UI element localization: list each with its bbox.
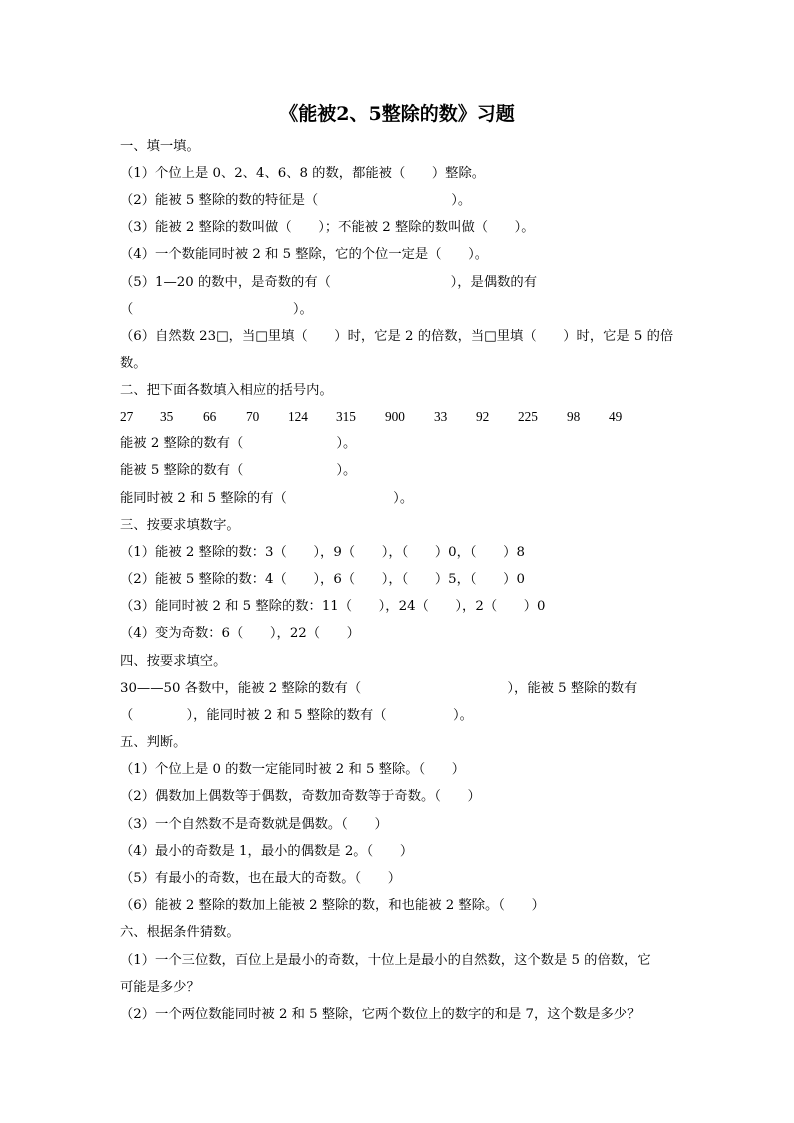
section-1-heading: 一、填一填。 [120,139,200,154]
s4-question-line-2: （ ），能同时被 2 和 5 整除的数有（ ）。 [120,708,473,723]
s5-question-4: （4）最小的奇数是 1，最小的偶数是 2。（ ） [120,844,414,859]
number-item: 92 [476,409,490,424]
s1-question-1: （1）个位上是 0、2、4、6、8 的数，都能被（ ）整除。 [120,166,486,181]
s2-divisible-by-5: 能被 5 整除的数有（ ）。 [120,463,357,478]
s1-question-5-line-2: （ ）。 [120,302,313,317]
number-item: 35 [160,409,174,424]
number-item: 33 [434,409,448,424]
s5-question-2: （2）偶数加上偶数等于偶数，奇数加奇数等于奇数。（ ） [120,789,481,804]
s3-question-4: （4）变为奇数：6（ ），22（ ） [120,626,360,641]
s5-question-5: （5）有最小的奇数，也在最大的奇数。（ ） [120,871,402,886]
section-6-heading: 六、根据条件猜数。 [120,925,240,940]
s1-question-5-line-1: （5）1—20 的数中，是奇数的有（ ），是偶数的有 [120,275,538,290]
s1-question-4: （4）一个数能同时被 2 和 5 整除，它的个位一定是（ ）。 [120,247,489,262]
s5-question-3: （3）一个自然数不是奇数就是偶数。（ ） [120,817,388,832]
s1-question-6-line-1: （6）自然数 23□，当□里填（ ）时，它是 2 的倍数，当□里填（ ）时，它是 5 的倍 [120,329,674,344]
s4-question-line-1: 30——50 各数中，能被 2 整除的数有（ ），能被 5 整除的数有 [120,681,638,696]
number-item: 124 [288,409,308,424]
number-item: 49 [609,409,623,424]
s3-question-3: （3）能同时被 2 和 5 整除的数：11（ ），24（ ），2（ ）0 [120,599,546,614]
section-5-heading: 五、判断。 [120,735,187,750]
s6-question-1-line-1: （1）一个三位数，百位上是最小的奇数，十位上是最小的自然数，这个数是 5 的倍数，它 [120,953,651,968]
s1-question-3: （3）能被 2 整除的数叫做（ ）；不能被 2 整除的数叫做（ ）。 [120,220,535,235]
number-item: 70 [246,409,260,424]
number-item: 315 [336,409,356,424]
s2-divisible-by-2-and-5: 能同时被 2 和 5 整除的有（ ）。 [120,491,414,506]
section-4-heading: 四、按要求填空。 [120,654,227,669]
number-item: 66 [203,409,217,424]
section-3-heading: 三、按要求填数字。 [120,518,240,533]
s6-question-2: （2）一个两位数能同时被 2 和 5 整除，它两个数位上的数字的和是 7，这个数是多少？ [120,1007,641,1022]
number-item: 225 [518,409,538,424]
s1-question-2: （2）能被 5 整除的数的特征是（ ）。 [120,193,472,208]
section-2-heading: 二、把下面各数填入相应的括号内。 [120,383,333,398]
number-item: 900 [385,409,405,424]
s2-divisible-by-2: 能被 2 整除的数有（ ）。 [120,436,357,451]
number-item: 27 [120,409,134,424]
s1-question-6-line-2: 数。 [120,356,147,371]
s3-question-2: （2）能被 5 整除的数：4（ ），6（ ），（ ）5，（ ）0 [120,572,525,587]
s5-question-6: （6）能被 2 整除的数加上能被 2 整除的数，和也能被 2 整除。（ ） [120,898,545,913]
s5-question-1: （1）个位上是 0 的数一定能同时被 2 和 5 整除。（ ） [120,762,466,777]
page-title: 《能被2、5整除的数》习题 [279,103,515,125]
number-item: 98 [567,409,581,424]
s6-question-1-line-2: 可能是多少？ [120,980,200,995]
s3-question-1: （1）能被 2 整除的数：3（ ），9（ ），（ ）0，（ ）8 [120,545,525,560]
